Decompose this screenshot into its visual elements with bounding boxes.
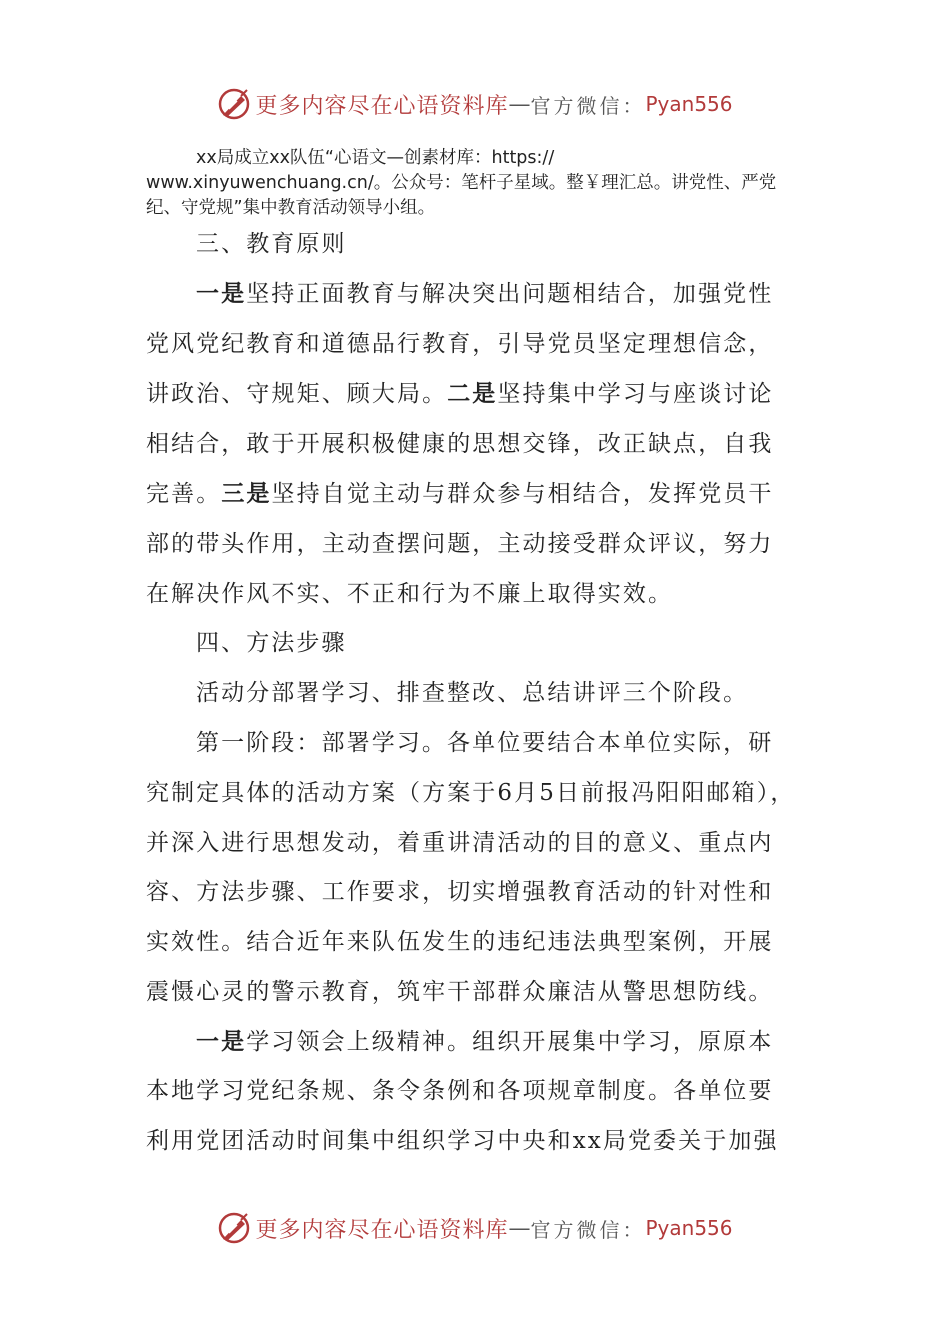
banner-text: 更多内容尽在心语资料库 [255, 1217, 509, 1243]
text-line: 本地学习党纪条规、条令条例和各项规章制度。各单位要 [146, 1078, 774, 1104]
text-line: 第一阶段：部署学习。各单位要结合本单位实际，研 [196, 730, 774, 756]
text-line: 部的带头作用，主动查摆问题，主动接受群众评议，努力 [146, 531, 774, 557]
banner-dash: — [508, 91, 531, 117]
banner-wechat-label: 官方微信： [530, 93, 646, 118]
text-line: 党风党纪教育和道德品行教育，引导党员坚定理想信念， [146, 331, 774, 357]
section-heading-methods: 四、方法步骤 [196, 630, 347, 656]
text-line [196, 279, 773, 309]
header-watermark-banner [0, 84, 950, 124]
text-span: 讲政治、守规矩、顾大局。 [146, 381, 448, 407]
text-line: 究制定具体的活动方案（方案于6月5日前报冯阳阳邮箱）， [146, 780, 796, 806]
quill-logo-icon [217, 87, 251, 121]
bold-marker: 一是 [196, 1028, 247, 1055]
text-line [196, 1027, 773, 1057]
text-line [146, 379, 774, 409]
banner-wechat-id: Pyan556 [645, 92, 733, 116]
text-line: 震慑心灵的警示教育，筑牢干部群众廉洁从警思想防线。 [146, 979, 774, 1005]
bold-marker: 二是 [447, 380, 498, 407]
bold-marker: 一是 [196, 280, 247, 307]
banner-wechat-id: Pyan556 [645, 1216, 733, 1240]
text-line: 实效性。结合近年来队伍发生的违纪违法典型案例，开展 [146, 929, 774, 955]
intro-line: 纪、守党规”集中教育活动领导小组。 [146, 198, 436, 218]
quill-logo-icon [217, 1211, 251, 1245]
footer-watermark-banner [0, 1208, 950, 1248]
text-line: 活动分部署学习、排查整改、总结讲评三个阶段。 [196, 680, 749, 706]
text-span: 坚持集中学习与座谈讨论 [497, 381, 774, 407]
banner-wechat-label: 官方微信： [530, 1217, 646, 1242]
text-span: 坚持正面教育与解决突出问题相结合，加强党性 [246, 281, 774, 307]
text-line: 利用党团活动时间集中组织学习中央和xx局党委关于加强 [146, 1128, 779, 1154]
intro-paragraph [146, 146, 806, 221]
text-span: 学习领会上级精神。组织开展集中学习，原原本 [246, 1029, 774, 1055]
bold-marker: 三是 [221, 480, 272, 507]
intro-line: xx局成立xx队伍“心语文—创素材库：https:// [196, 148, 555, 168]
section-heading-principles: 三、教育原则 [196, 231, 347, 257]
intro-line: www.xinyuwenchuang.cn/。公众号：笔杆子星域。整￥理汇总。讲党性、严党 [146, 173, 777, 193]
text-line: 容、方法步骤、工作要求，切实增强教育活动的针对性和 [146, 879, 774, 905]
banner-dash: — [508, 1215, 531, 1241]
text-line [146, 479, 774, 509]
text-span: 完善。 [146, 481, 222, 507]
text-line: 并深入进行思想发动，着重讲清活动的目的意义、重点内 [146, 830, 774, 856]
text-line: 在解决作风不实、不正和行为不廉上取得实效。 [146, 581, 674, 607]
banner-text: 更多内容尽在心语资料库 [255, 93, 509, 119]
text-span: 坚持自觉主动与群众参与相结合，发挥党员干 [271, 481, 774, 507]
text-line: 相结合，敢于开展积极健康的思想交锋，改正缺点，自我 [146, 431, 774, 457]
